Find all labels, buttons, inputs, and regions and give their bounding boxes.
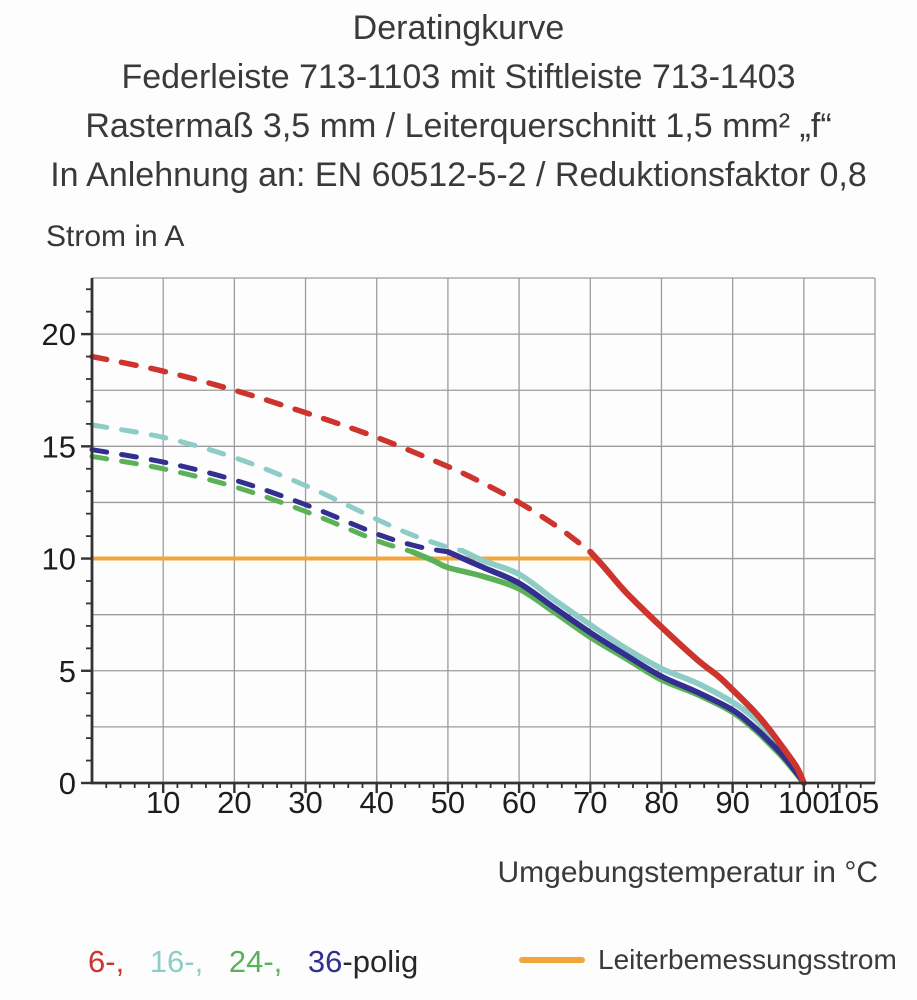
svg-text:60: 60: [501, 785, 537, 820]
svg-text:20: 20: [41, 317, 76, 353]
legend-rated-current: [519, 942, 897, 978]
svg-text:50: 50: [430, 785, 466, 820]
svg-text:15: 15: [41, 429, 76, 465]
svg-text:105: 105: [827, 785, 880, 820]
svg-text:70: 70: [573, 785, 608, 820]
svg-text:10: 10: [145, 785, 181, 820]
y-axis-title: Strom in A: [46, 220, 185, 253]
legend-item-16-polig: 16-,: [149, 944, 204, 979]
chart-title: Deratingkurve: [352, 9, 565, 47]
legend-item-36-polig: [308, 944, 418, 980]
chart-subtitle-standard: In Anlehnung an: EN 60512-5-2 / Reduktionsfaktor 0,8: [50, 156, 867, 194]
svg-text:10: 10: [41, 541, 76, 577]
svg-text:80: 80: [644, 785, 679, 820]
legend-item-36-number: 36: [307, 944, 343, 979]
legend-poles: [88, 944, 435, 980]
chart-subtitle-combination: Federleiste 713-1103 mit Stiftleiste 713-1403: [121, 58, 796, 96]
svg-text:5: 5: [58, 653, 76, 689]
x-axis-title: Umgebungstemperatur in °C: [497, 856, 878, 889]
rated-current-line-swatch: [519, 957, 585, 963]
svg-text:90: 90: [715, 785, 750, 820]
chart-subtitle-spec: Rastermaß 3,5 mm / Leiterquerschnitt 1,5 mm² „f“: [85, 107, 832, 145]
svg-text:0: 0: [58, 766, 76, 801]
rated-current-label: Leiterbemessungsstrom: [598, 944, 897, 975]
legend-item-6-polig: 6-,: [88, 944, 125, 979]
svg-text:40: 40: [359, 785, 394, 820]
svg-text:30: 30: [288, 785, 323, 820]
svg-text:100: 100: [777, 785, 830, 820]
legend-item-24-polig: 24-,: [228, 944, 283, 979]
legend-polig-suffix: -polig: [342, 944, 419, 979]
svg-text:20: 20: [217, 785, 252, 820]
